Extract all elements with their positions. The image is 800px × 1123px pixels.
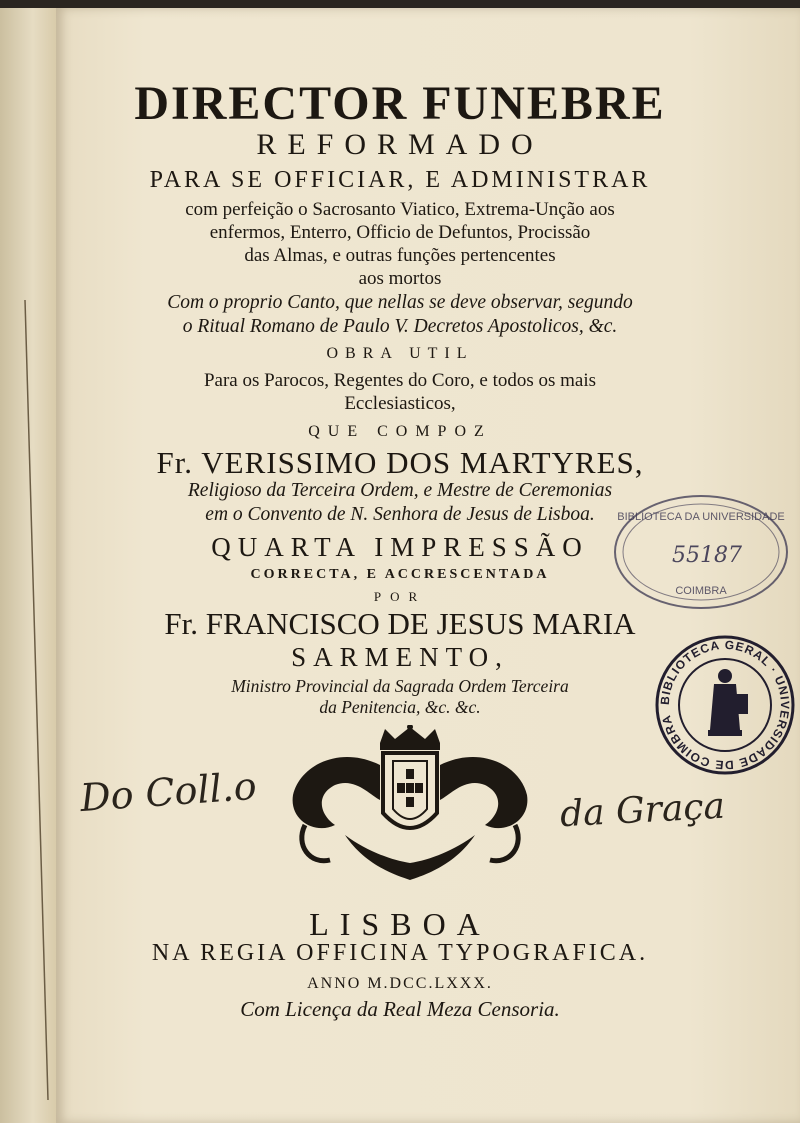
edition-note: CORRECTA, E ACCRESCENTADA	[250, 567, 550, 582]
audience-line-2: Ecclesiasticos,	[344, 393, 456, 414]
round-stamp-text: BIBLIOTECA GERAL · UNIVERSIDADE DE COIMBRA	[657, 637, 793, 773]
imprint-license: Com Licença da Real Meza Censoria.	[240, 997, 560, 1021]
royal-crest-icon	[285, 725, 535, 885]
editor-role-line-2: da Penitencia, &c. &c.	[319, 697, 481, 717]
imprint-year: ANNO M.DCC.LXXX.	[307, 975, 493, 992]
author-name: Fr. VERISSIMO DOS MARTYRES,	[156, 445, 644, 480]
oval-stamp-bottom-text: COIMBRA	[675, 585, 727, 597]
audience-line-1: Para os Parocos, Regentes do Coro, e todos os mais	[203, 370, 597, 391]
imprint-place: LISBOA	[309, 906, 491, 942]
obra-util-heading: OBRA UTIL	[326, 345, 474, 362]
description-line-3: das Almas, e outras funções pertencentes	[244, 245, 556, 266]
editor-role-line-1: Ministro Provincial da Sagrada Ordem Terceira	[231, 676, 569, 696]
book-subtitle: REFORMADO	[256, 128, 544, 161]
edition-heading: QUARTA IMPRESSÃO	[211, 532, 589, 562]
author-role-line-2: em o Convento de N. Senhora de Jesus de Lisboa.	[205, 504, 595, 525]
library-oval-stamp-icon	[612, 492, 790, 612]
editor-surname: SARMENTO,	[291, 642, 509, 672]
shelf-number: 55187	[672, 543, 742, 568]
description-line-2: enfermos, Enterro, Officio de Defuntos, Procissão	[209, 222, 591, 243]
description-line-1: com perfeição o Sacrosanto Viatico, Extrema-Unção aos	[185, 199, 615, 220]
handwritten-note-left: Do Coll.o	[78, 763, 258, 821]
oval-stamp-top-text: BIBLIOTECA DA UNIVERSIDADE	[617, 511, 785, 523]
author-role-line-1: Religioso da Terceira Ordem, e Mestre de Ceremonias	[187, 480, 613, 501]
que-compoz-heading: QUE COMPOZ	[308, 423, 492, 440]
university-round-stamp-icon	[654, 634, 796, 776]
chant-note-line-1: Com o proprio Canto, que nellas se deve observar, segundo	[167, 292, 633, 313]
purpose-line: PARA SE OFFICIAR, E ADMINISTRAR	[149, 167, 651, 193]
scan-top-edge	[0, 0, 800, 8]
por-heading: POR	[373, 589, 427, 604]
imprint-printer: NA REGIA OFFICINA TYPOGRAFICA.	[151, 940, 649, 966]
handwritten-note-right: da Graça	[559, 785, 726, 836]
editor-name: Fr. FRANCISCO DE JESUS MARIA	[164, 606, 636, 641]
description-line-4: aos mortos	[358, 268, 442, 289]
chant-note-line-2: o Ritual Romano de Paulo V. Decretos Apostolicos, &c.	[182, 316, 618, 337]
book-title: DIRECTOR FUNEBRE	[134, 77, 666, 130]
